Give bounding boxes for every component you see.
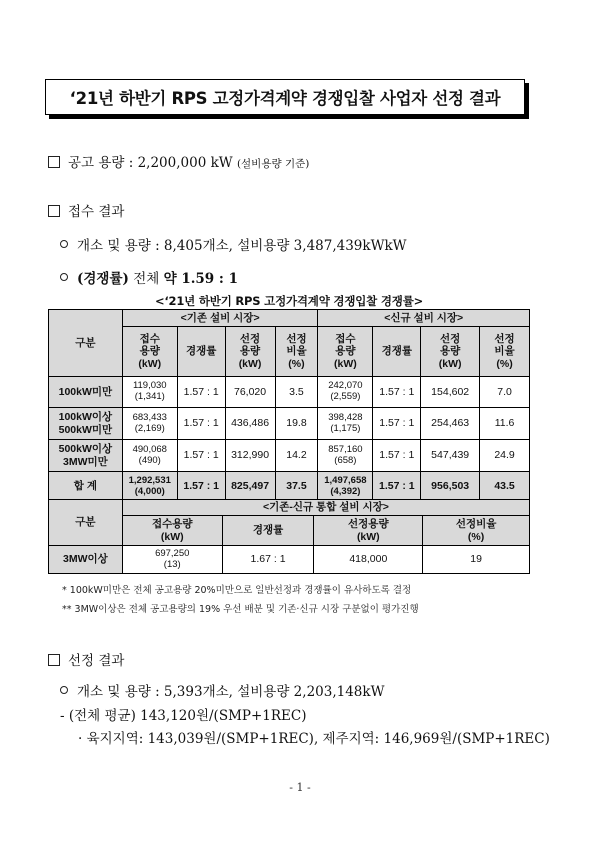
rate-label: (경쟁률) xyxy=(77,271,129,287)
rate-cell: 1.57 : 1 xyxy=(373,377,421,408)
selection-average-line: - (전체 평균) 143,120원/(SMP+1REC) xyxy=(60,708,307,724)
row-label: 500kW이상 3MW미만 xyxy=(49,440,123,472)
selected-capacity-cell: 547,439 xyxy=(421,440,480,472)
selected-capacity-cell: 418,000 xyxy=(314,546,423,574)
selected-capacity-cell: 956,503 xyxy=(421,472,480,502)
selected-ratio-cell: 43.5 xyxy=(480,472,530,502)
selected-capacity-cell: 436,486 xyxy=(225,408,275,440)
received-capacity-cell: 242,070 (2,559) xyxy=(318,377,373,408)
announcement-note: (설비용량 기준) xyxy=(236,158,310,170)
selected-ratio-cell: 14.2 xyxy=(275,440,318,472)
circle-bullet-icon xyxy=(60,273,68,281)
footnote: ** 3MW이상은 전체 공고용량의 19% 우선 배분 및 기존·신규 시장 구분없이 평가진행 xyxy=(62,604,419,615)
selection-count-line xyxy=(60,680,384,700)
rate-cell: 1.57 : 1 xyxy=(177,472,225,502)
selected-capacity-cell: 825,497 xyxy=(225,472,275,502)
circle-bullet-icon xyxy=(60,240,68,248)
category-header: 구분 xyxy=(49,310,123,377)
selected-ratio-cell: 19.8 xyxy=(275,408,318,440)
selected-capacity-cell: 312,990 xyxy=(225,440,275,472)
selected-ratio-cell: 7.0 xyxy=(480,377,530,408)
selection-count-text: 개소 및 용량 : 5,393개소, 설비용량 2,203,148kW xyxy=(77,684,385,700)
new-market-header: <신규 설비 시장> xyxy=(318,310,530,327)
rate-cell: 1.57 : 1 xyxy=(177,377,225,408)
table1-caption: <‘21년 하반기 RPS 고정가격계약 경쟁입찰 경쟁률> xyxy=(154,294,424,308)
competition-rate-table xyxy=(48,309,530,502)
category-header: 구분 xyxy=(49,500,123,546)
receipt-heading-text: 접수 결과 xyxy=(68,204,125,220)
received-capacity-cell: 119,030 (1,341) xyxy=(122,377,177,408)
rate-text: 전체 xyxy=(128,271,164,287)
col-header: 접수 용량 (kW) xyxy=(318,327,373,377)
col-header: 선정 용량 (kW) xyxy=(225,327,275,377)
selected-ratio-cell: 3.5 xyxy=(275,377,318,408)
received-capacity-cell: 697,250 (13) xyxy=(122,546,222,574)
selected-ratio-cell: 24.9 xyxy=(480,440,530,472)
selected-capacity-cell: 76,020 xyxy=(225,377,275,408)
received-capacity-cell: 1,497,658 (4,392) xyxy=(318,472,373,502)
checkbox-square-icon xyxy=(48,654,60,666)
integrated-market-header: <기존-신규 통합 설비 시장> xyxy=(122,500,529,516)
row-label: 100kW미만 xyxy=(49,377,123,408)
integrated-market-table xyxy=(48,499,530,574)
announcement-label: 공고 용량 : 2,200,000 kW xyxy=(68,155,233,171)
existing-market-header: <기존 설비 시장> xyxy=(122,310,318,327)
selected-capacity-cell: 254,463 xyxy=(421,408,480,440)
table-row xyxy=(49,377,530,408)
received-capacity-cell: 1,292,531 (4,000) xyxy=(122,472,177,502)
selected-ratio-cell: 37.5 xyxy=(275,472,318,502)
receipt-heading xyxy=(48,200,124,220)
selected-ratio-cell: 11.6 xyxy=(480,408,530,440)
col-header: 경쟁률 xyxy=(177,327,225,377)
footnote: * 100kW미만은 전체 공고용량 20%미만으로 일반선정과 경쟁률이 유사하도록 결정 xyxy=(62,585,412,596)
received-capacity-cell: 683,433 (2,169) xyxy=(122,408,177,440)
col-header: 경쟁률 xyxy=(373,327,421,377)
document-title: ‘21년 하반기 RPS 고정가격계약 경쟁입찰 사업자 선정 결과 xyxy=(45,79,525,115)
col-header: 선정비율 (%) xyxy=(423,516,530,546)
received-capacity-cell: 398,428 (1,175) xyxy=(318,408,373,440)
total-row xyxy=(49,472,530,502)
received-capacity-cell: 490,068 (490) xyxy=(122,440,177,472)
page-number: - 1 - xyxy=(289,781,311,794)
checkbox-square-icon xyxy=(48,156,60,168)
announcement-line xyxy=(48,151,309,171)
rate-cell: 1.57 : 1 xyxy=(177,440,225,472)
selection-heading-text: 선정 결과 xyxy=(68,653,125,669)
receipt-count-text: 개소 및 용량 : 8,405개소, 설비용량 3,487,439kWkW xyxy=(77,238,407,254)
row-label: 3MW이상 xyxy=(49,546,123,574)
col-header: 선정 용량 (kW) xyxy=(421,327,480,377)
receipt-rate-line xyxy=(60,267,238,287)
col-header: 선정 비율 (%) xyxy=(480,327,530,377)
table-row xyxy=(49,546,530,574)
selection-region-line: · 육지지역: 143,039원/(SMP+1REC), 제주지역: 146,969원/(SMP+1REC) xyxy=(78,731,550,747)
row-label: 100kW이상 500kW미만 xyxy=(49,408,123,440)
rate-value: 약 1.59 : 1 xyxy=(163,271,238,287)
col-header: 경쟁률 xyxy=(222,516,314,546)
rate-cell: 1.67 : 1 xyxy=(222,546,314,574)
circle-bullet-icon xyxy=(60,686,68,694)
receipt-count-line xyxy=(60,234,407,254)
table-row xyxy=(49,408,530,440)
col-header: 접수용량 (kW) xyxy=(122,516,222,546)
selected-capacity-cell: 154,602 xyxy=(421,377,480,408)
rate-cell: 1.57 : 1 xyxy=(373,472,421,502)
col-header: 접수 용량 (kW) xyxy=(122,327,177,377)
total-label: 합 계 xyxy=(49,472,123,502)
checkbox-square-icon xyxy=(48,205,60,217)
rate-cell: 1.57 : 1 xyxy=(373,440,421,472)
received-capacity-cell: 857,160 (658) xyxy=(318,440,373,472)
table-row xyxy=(49,440,530,472)
rate-cell: 1.57 : 1 xyxy=(177,408,225,440)
selected-ratio-cell: 19 xyxy=(423,546,530,574)
rate-cell: 1.57 : 1 xyxy=(373,408,421,440)
col-header: 선정 비율 (%) xyxy=(275,327,318,377)
col-header: 선정용량 (kW) xyxy=(314,516,423,546)
selection-heading xyxy=(48,649,124,669)
